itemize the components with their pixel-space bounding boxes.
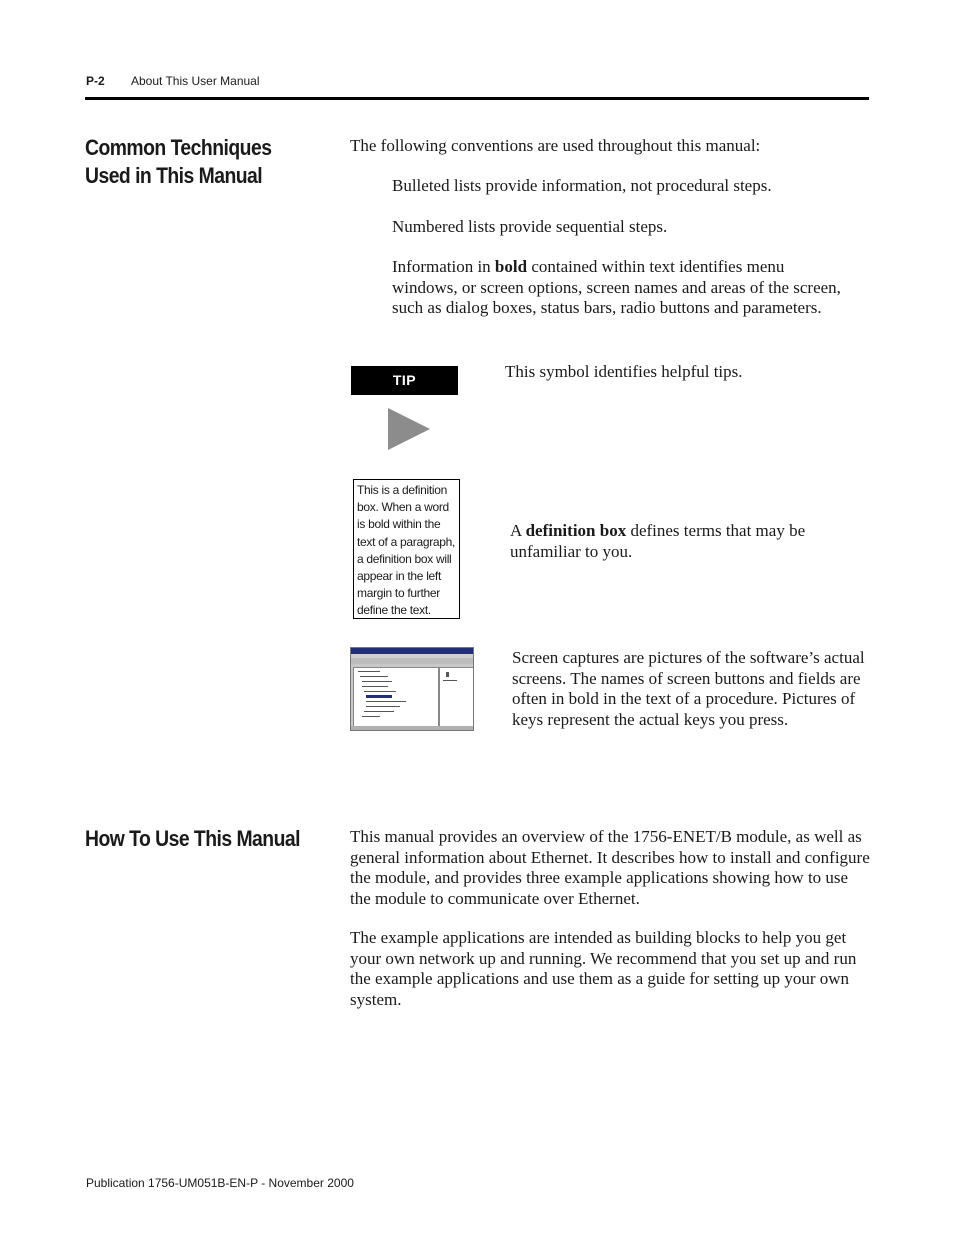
section-heading-common-techniques — [85, 134, 271, 190]
convention-numbered-lists: Numbered lists provide sequential steps. — [392, 217, 668, 236]
definition-text-bold: definition box — [525, 521, 627, 540]
thumb-tree-pane — [353, 667, 439, 727]
bold-info-after: contained within text identifies menu windows, or screen options, screen names and areas of the screen, such as dialog boxes, status bars, radio buttons and parameters. — [392, 257, 841, 317]
definition-box: This is a definition box. When a word is bold within the text of a paragraph, a definition box will appear in the left margin to further define the text. — [353, 479, 460, 619]
heading-line-2: Used in This Manual — [85, 163, 263, 188]
thumb-toolbar — [351, 658, 473, 664]
screen-capture-thumbnail — [350, 647, 474, 731]
section-heading-how-to-use: How To Use This Manual — [85, 826, 300, 851]
tip-arrow-icon — [388, 408, 430, 450]
conventions-intro: The following conventions are used throughout this manual: — [350, 136, 761, 155]
screen-capture-description: Screen captures are pictures of the software’s actual screens. The names of screen buttons and fields are often in bold in the text of a procedure. Pictures of keys represent the actual keys you press. — [512, 648, 865, 729]
tip-label: TIP — [351, 366, 458, 395]
running-title: About This User Manual — [131, 74, 260, 88]
bold-info-before: Information in — [392, 257, 495, 276]
heading-line-1: Common Techniques — [85, 135, 272, 160]
definition-text-before: A — [510, 521, 526, 540]
how-to-use-paragraph-2: The example applications are intended as building blocks to help you get your own network up and running. We recommend that you set up and run the example applications and use them as a guide for setting up your own system. — [350, 928, 857, 1009]
thumb-statusbar — [351, 726, 473, 730]
header-rule — [85, 97, 869, 100]
bold-info-keyword: bold — [494, 257, 528, 276]
tip-description: This symbol identifies helpful tips. — [505, 362, 743, 381]
publication-footer: Publication 1756-UM051B-EN-P - November 2000 — [86, 1176, 354, 1190]
convention-bold-info — [392, 257, 842, 319]
definition-description — [510, 521, 860, 562]
definition-text-after: defines terms that may be unfamiliar to you. — [510, 521, 806, 561]
thumb-detail-pane — [439, 667, 474, 727]
convention-bulleted-lists: Bulleted lists provide information, not procedural steps. — [392, 176, 772, 195]
how-to-use-paragraph-1: This manual provides an overview of the 1756-ENET/B module, as well as general information about Ethernet. It describes how to install and configure the module, and provides three example applications showing how to use the module to communicate over Ethernet. — [350, 827, 870, 908]
page-number: P-2 — [86, 74, 105, 88]
